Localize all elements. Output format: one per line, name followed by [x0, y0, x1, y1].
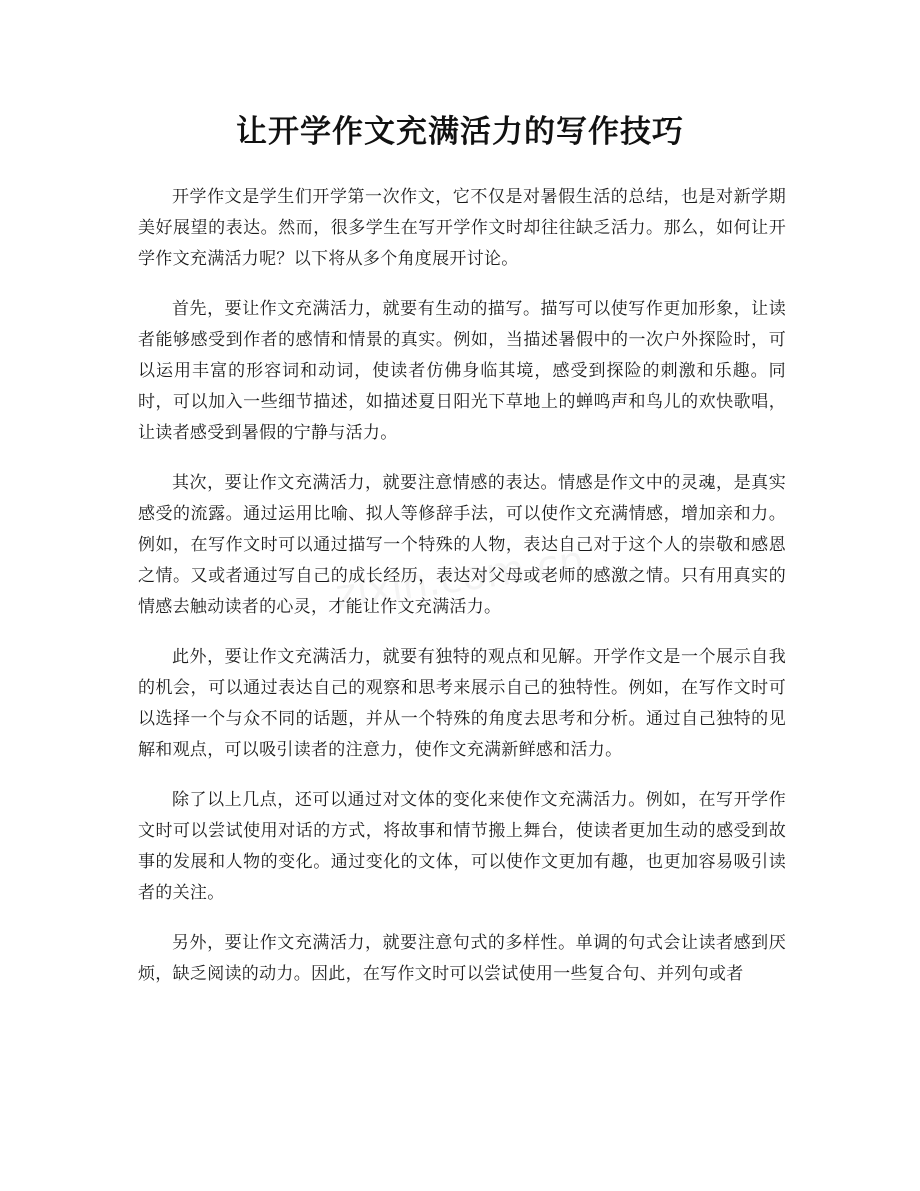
paragraph: 首先，要让作文充满活力，就要有生动的描写。描写可以使写作更加形象，让读者能够感受到作者的感情和情景的真实。例如，当描述暑假中的一次户外探险时，可以运用丰富的形容词和动词，使读者仿佛身临其境，感受到探险的刺激和乐趣。同时，可以加入一些细节描述，如描述夏日阳光下草地上的蝉鸣声和鸟儿的欢快歌唱，让读者感受到暑假的宁静与活力。 [138, 299, 786, 443]
paragraph: 此外，要让作文充满活力，就要有独特的观点和见解。开学作文是一个展示自我的机会，可以通过表达自己的观察和思考来展示自己的独特性。例如，在写作文时可以选择一个与众不同的话题，并从一个特殊的角度去思考和分析。通过自己独特的见解和观点，可以吸引读者的注意力，使作文充满新鲜感和活力。 [138, 647, 786, 760]
document-body [138, 182, 786, 1009]
paragraph: 除了以上几点，还可以通过对文体的变化来使作文充满活力。例如，在写开学作文时可以尝试使用对话的方式，将故事和情节搬上舞台，使读者更加生动的感受到故事的发展和人物的变化。通过变化的文体，可以使作文更加有趣，也更加容易吸引读者的关注。 [138, 790, 786, 903]
paragraph: 其次，要让作文充满活力，就要注意情感的表达。情感是作文中的灵魂，是真实感受的流露。通过运用比喻、拟人等修辞手法，可以使作文充满情感，增加亲和力。例如，在写作文时可以通过描写一个特殊的人物，表达自己对于这个人的崇敬和感恩之情。又或者通过写自己的成长经历，表达对父母或老师的感激之情。只有用真实的情感去触动读者的心灵，才能让作文充满活力。 [138, 473, 786, 617]
paragraph: 开学作文是学生们开学第一次作文，它不仅是对暑假生活的总结，也是对新学期美好展望的表达。然而，很多学生在写开学作文时却往往缺乏活力。那么，如何让开学作文充满活力呢？以下将从多个角度展开讨论。 [138, 187, 786, 269]
paragraph: 另外，要让作文充满活力，就要注意句式的多样性。单调的句式会让读者感到厌烦，缺乏阅读的动力。因此，在写作文时可以尝试使用一些复合句、并列句或者 [138, 933, 786, 984]
document-title: 让开学作文充满活力的写作技巧 [236, 114, 684, 150]
